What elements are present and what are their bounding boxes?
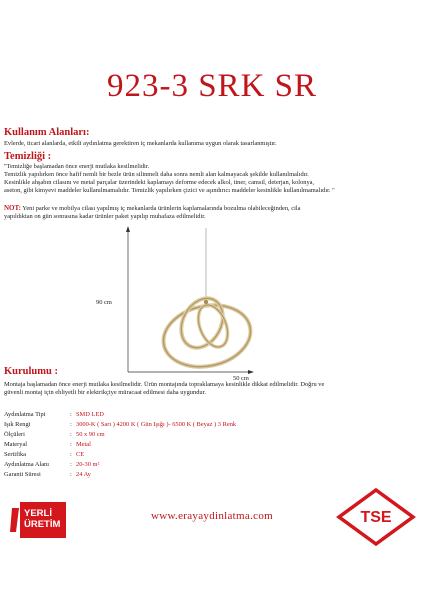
spec-value: SMD LED: [76, 411, 104, 418]
spec-value: CE: [76, 451, 85, 458]
spec-label: Sertifika: [4, 451, 27, 458]
height-label: 90 cm: [96, 299, 112, 306]
width-label: 50 cm: [233, 375, 249, 382]
cleaning-heading: Temizliği :: [4, 151, 52, 162]
cleaning-line: Kesinlikle ahşabın cilasını ve metal parçalar üzerindeki kaplamayı deforme edecek alkol, tiner, camsil, deterjan, kolonya,: [4, 178, 315, 186]
height-arrow-top: [126, 226, 130, 232]
usage-text: Evlerde, ticari alanlarda, etkili aydınlatma gerektiren iç mekanlarda kullanıma uygun olarak tasarlanmıştır.: [4, 140, 277, 147]
installation-heading: Kurulumu :: [4, 366, 58, 377]
ring-joint: [204, 300, 208, 304]
cleaning-line: Temizlik yapılırken önce hafif nemli bir bezle ürün silinmeli daha sonra nemli alan kalmayacak şekilde kullanılmalıdır.: [4, 170, 309, 178]
spec-label: Ölçüleri: [4, 431, 25, 438]
spec-value: 20-30 m²: [76, 461, 100, 468]
installation-text: [4, 381, 422, 397]
spec-label: Materyal: [4, 441, 28, 448]
spec-label: Aydınlatma Tipi: [4, 411, 46, 418]
note-line: Yeni parke ve mobilya cilası yapılmış iç mekanlarda ürünlerin kaplamalarında bozulma olabileceğinden, cila: [20, 205, 301, 212]
spec-value: 24 Ay: [76, 471, 91, 478]
spec-label: Işık Rengi: [4, 421, 31, 428]
installation-line: Montaja başlamadan önce enerji mutlaka kesilmelidir. Ürün montajında topraklamaya kesinlikle dikkat edilmelidir. Doğru ve: [4, 381, 325, 388]
website-url[interactable]: www.erayaydinlatma.com: [151, 510, 273, 522]
spec-label: Aydınlatma Alanı: [4, 461, 50, 468]
note-label: NOT:: [4, 204, 21, 212]
yerli-text: YERLİ: [24, 508, 52, 519]
usage-heading: Kullanım Alanları:: [4, 127, 90, 138]
cleaning-line: "Temizliğe başlamadan önce enerji mutlaka kesilmelidir.: [4, 163, 150, 170]
spec-value: 50 x 90 cm: [76, 431, 105, 438]
cleaning-line: aseton, gibi kimyevi maddeler kullanılmamalıdır. Temizlik yapılırken çizici ve aşındırıcı maddeler kesinlikle kullanılmamalıdır. ": [4, 186, 335, 194]
tse-text: TSE: [360, 509, 392, 526]
installation-line: güvenli montaj için ehliyetli bir elektrikçiye müracaat edilmesi daha uygundur.: [4, 388, 206, 396]
spec-value: 3000-K ( Sarı ) 4200 K ( Gün Işığı )- 6500 K ( Beyaz ) 3 Renk: [76, 421, 237, 428]
ring-outer-glow: [158, 298, 257, 375]
ring-outer: [158, 298, 257, 375]
product-title: 923-3 SRK SR: [106, 68, 318, 104]
width-arrow-right: [248, 370, 254, 374]
spec-value: Metal: [76, 441, 91, 448]
uretim-text: ÜRETİM: [24, 519, 61, 530]
tse-logo: [336, 488, 416, 546]
spec-label: Garanti Süresi: [4, 471, 41, 478]
note-line: yapıldıktan on gün sonrasına kadar ürünler paket yapılıp muhafaza edilmelidir.: [4, 212, 206, 220]
